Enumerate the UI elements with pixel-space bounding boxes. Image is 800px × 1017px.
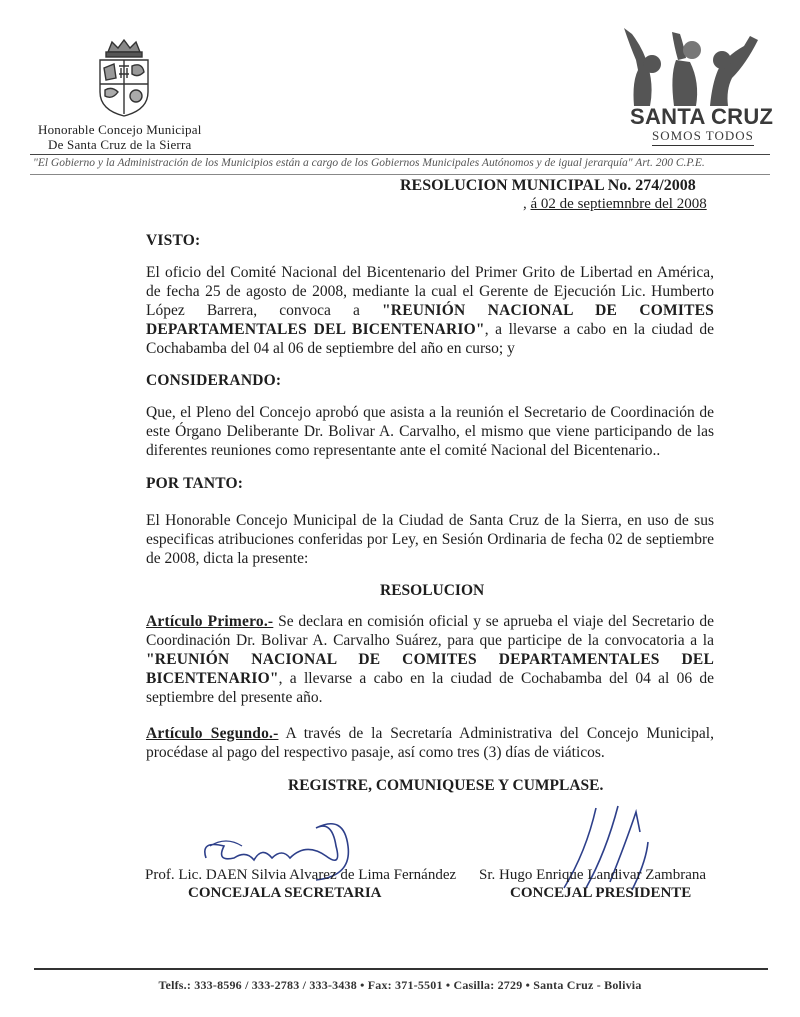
considerando-heading: CONSIDERANDO: (146, 372, 282, 389)
por-tanto-heading: POR TANTO: (146, 475, 244, 492)
constitution-quote: "El Gobierno y la Administración de los Municipios están a cargo de los Gobiernos Municipales Autónomos y de igual jerarquía" Art. 200 C.P.E. (33, 157, 705, 169)
header-divider (30, 154, 770, 155)
council-name-line1: Honorable Concejo Municipal (38, 122, 202, 137)
quote-divider (30, 174, 770, 175)
footer-contact: Telfs.: 333-8596 / 333-2783 / 333-3438 • Fax: 371-5501 • Casilla: 2729 • Santa Cruz - Bolivia (158, 978, 642, 992)
resolucion-heading: RESOLUCION (380, 582, 485, 599)
visto-heading: VISTO: (146, 232, 201, 249)
right-signatory-name: Sr. Hugo Enrique Landivar Zambrana (479, 867, 707, 883)
resolution-title: RESOLUCION MUNICIPAL No. 274/2008 (400, 177, 696, 194)
brand-title: SANTA CRUZ (630, 104, 774, 129)
left-signatory-role: CONCEJALA SECRETARIA (188, 885, 382, 901)
brand-tagline: SOMOS TODOS (652, 128, 754, 146)
council-name-line2: De Santa Cruz de la Sierra (48, 137, 192, 152)
visto-paragraph: El oficio del Comité Nacional del Bicentenario del Primer Grito de Libertad en América, de fecha 25 de agosto de 2008, mediante la cual el Gerente de Ejecución Lic. Humberto López Barrera, convoca a "REUNIÓN NACIONAL DE COMITES DEPARTAMENTALES DEL BICENTENARIO", a llevarse a cabo en la ciudad de Cochabamba del 04 al 06 de septiembre del año en curso; y (146, 264, 715, 357)
left-signatory-name: Prof. Lic. DAEN Silvia Alvarez de Lima Fernández (145, 867, 457, 883)
resolution-date: , á 02 de septiemnbre del 2008 (523, 196, 707, 212)
santa-cruz-logo-icon (614, 26, 774, 108)
por-tanto-paragraph: El Honorable Concejo Municipal de la Ciudad de Santa Cruz de la Sierra, en uso de sus especificas atribuciones conferidas por Ley, en Sesión Ordinaria de fecha 02 de septiembre de 2008, dicta la presente: (146, 512, 714, 567)
considerando-paragraph: Que, el Pleno del Concejo aprobó que asista a la reunión el Secretario de Coordinación de este Órgano Deliberante Dr. Bolivar A. Carvalho, el mismo que viene participando de las diferentes reuniones como representante ante el comité Nacional del Bicentenario.. (146, 404, 714, 459)
articulo-primero: Artículo Primero.- Se declara en comisión oficial y se aprueba el viaje del Secretario de Coordinación Dr. Bolivar A. Carvalho Suárez, para que participe de la convocatoria a la "REUNIÓN NACIONAL DE COMITES DEPARTAMENTALES DEL BICENTENARIO", a llevarse a cabo en la ciudad de Cochabamba del 04 al 06 de septiembre del presente año. (146, 613, 715, 706)
closing-statement: REGISTRE, COMUNIQUESE Y CUMPLASE. (288, 777, 604, 794)
right-signatory-role: CONCEJAL PRESIDENTE (510, 885, 692, 901)
coat-of-arms-icon (92, 38, 156, 118)
footer-divider (34, 968, 768, 970)
articulo-segundo: Artículo Segundo.- A través de la Secretaría Administrativa del Concejo Municipal, procédase al pago del respectivo pasaje, así como tres (3) días de viáticos. (146, 725, 714, 761)
